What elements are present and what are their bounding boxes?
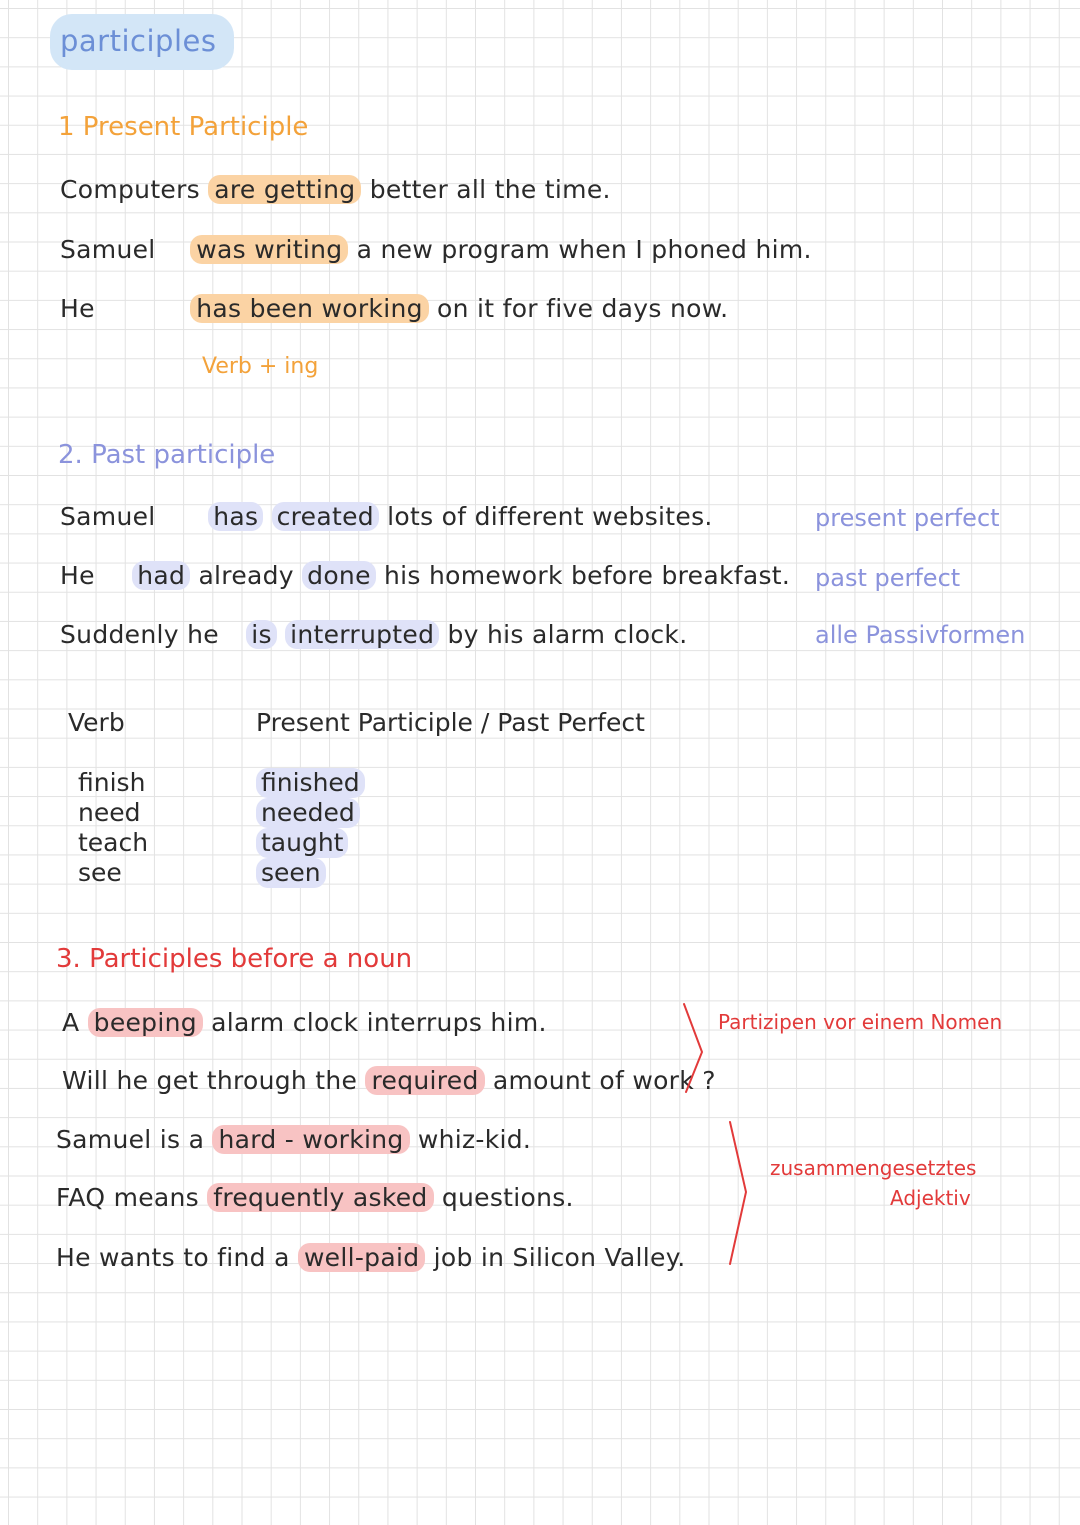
passive-forms-note: alle Passivformen [815, 621, 1026, 649]
subject: Computers [60, 175, 201, 204]
highlight-present-participle: was writing [190, 235, 348, 264]
aux-verb: is [246, 620, 277, 649]
past-participle: done [302, 561, 376, 590]
present-perfect-note: present perfect [815, 504, 1000, 532]
highlight-compound-adjective: hard - working [212, 1125, 409, 1154]
brace-icon [678, 1000, 708, 1096]
section-1-line-1 [60, 175, 611, 204]
participle-item: seen [256, 858, 326, 888]
aux-verb: has [208, 502, 263, 531]
participle-item: taught [256, 828, 348, 858]
sentence-pre: Will he get through the [62, 1066, 358, 1095]
highlight-participle-adjective: beeping [88, 1008, 203, 1037]
compound-adjective-note: zusammengesetztes [770, 1156, 977, 1180]
past-perfect-note: past perfect [815, 564, 961, 592]
highlight-compound-adjective: well-paid [298, 1243, 425, 1272]
participles-before-noun-note: Partizipen vor einem Nomen [718, 1010, 1003, 1034]
sentence-pre: He wants to find a [56, 1243, 290, 1272]
subject: Samuel [60, 235, 156, 264]
adjective-note: Adjektiv [890, 1186, 971, 1210]
subject: Suddenly he [60, 620, 219, 649]
sentence-rest: by his alarm clock. [447, 620, 688, 649]
highlight-compound-adjective: frequently asked [207, 1183, 433, 1212]
brace-icon [724, 1118, 754, 1268]
verb-item: teach [78, 828, 149, 857]
highlight-present-participle: has been working [190, 294, 429, 323]
sentence-rest: on it for five days now. [437, 294, 729, 323]
past-participle: created [272, 502, 379, 531]
verb-item: need [78, 798, 141, 827]
section-3-heading: 3. Participles before a noun [56, 944, 413, 974]
section-3-line-3 [56, 1125, 531, 1154]
sentence-rest: a new program when I phoned him. [356, 235, 812, 264]
table-header-participle: Present Participle / Past Perfect [256, 708, 645, 737]
participle-list [256, 768, 365, 888]
verb-list [78, 768, 148, 888]
highlight-present-participle: are getting [208, 175, 361, 204]
section-1-heading: 1 Present Participle [58, 112, 309, 142]
adverb: already [198, 561, 294, 590]
sentence-rest: alarm clock interrups him. [211, 1008, 547, 1037]
section-3-line-2 [62, 1066, 716, 1095]
sentence-rest: his homework before breakfast. [384, 561, 791, 590]
past-participle: interrupted [285, 620, 439, 649]
section-3-line-5 [56, 1243, 686, 1272]
section-2-line-2 [60, 561, 790, 590]
participle-item: finished [256, 768, 365, 798]
section-1-line-2 [60, 235, 812, 264]
sentence-rest: whiz-kid. [417, 1125, 532, 1154]
sentence-rest: job in Silicon Valley. [433, 1243, 686, 1272]
sentence-rest: lots of different websites. [387, 502, 713, 531]
section-2-line-3 [60, 620, 687, 649]
sentence-pre: Samuel is a [56, 1125, 205, 1154]
aux-verb: had [132, 561, 190, 590]
sentence-rest: questions. [441, 1183, 574, 1212]
section-3-line-1 [62, 1008, 547, 1037]
participle-item: needed [256, 798, 360, 828]
verb-ing-note: Verb + ing [202, 354, 319, 379]
subject: He [60, 294, 95, 323]
subject: He [60, 561, 95, 590]
highlight-participle-adjective: required [365, 1066, 484, 1095]
sentence-pre: FAQ means [56, 1183, 199, 1212]
verb-item: finish [78, 768, 146, 797]
section-2-heading: 2. Past participle [58, 440, 276, 470]
section-2-line-1 [60, 502, 713, 531]
page-title: participles [50, 14, 234, 70]
verb-item: see [78, 858, 122, 887]
section-1-line-3 [60, 294, 728, 323]
table-header-verb: Verb [68, 708, 125, 737]
sentence-rest: better all the time. [369, 175, 611, 204]
section-3-line-4 [56, 1183, 574, 1212]
subject: Samuel [60, 502, 156, 531]
sentence-pre: A [62, 1008, 80, 1037]
sentence-rest: amount of work ? [492, 1066, 716, 1095]
